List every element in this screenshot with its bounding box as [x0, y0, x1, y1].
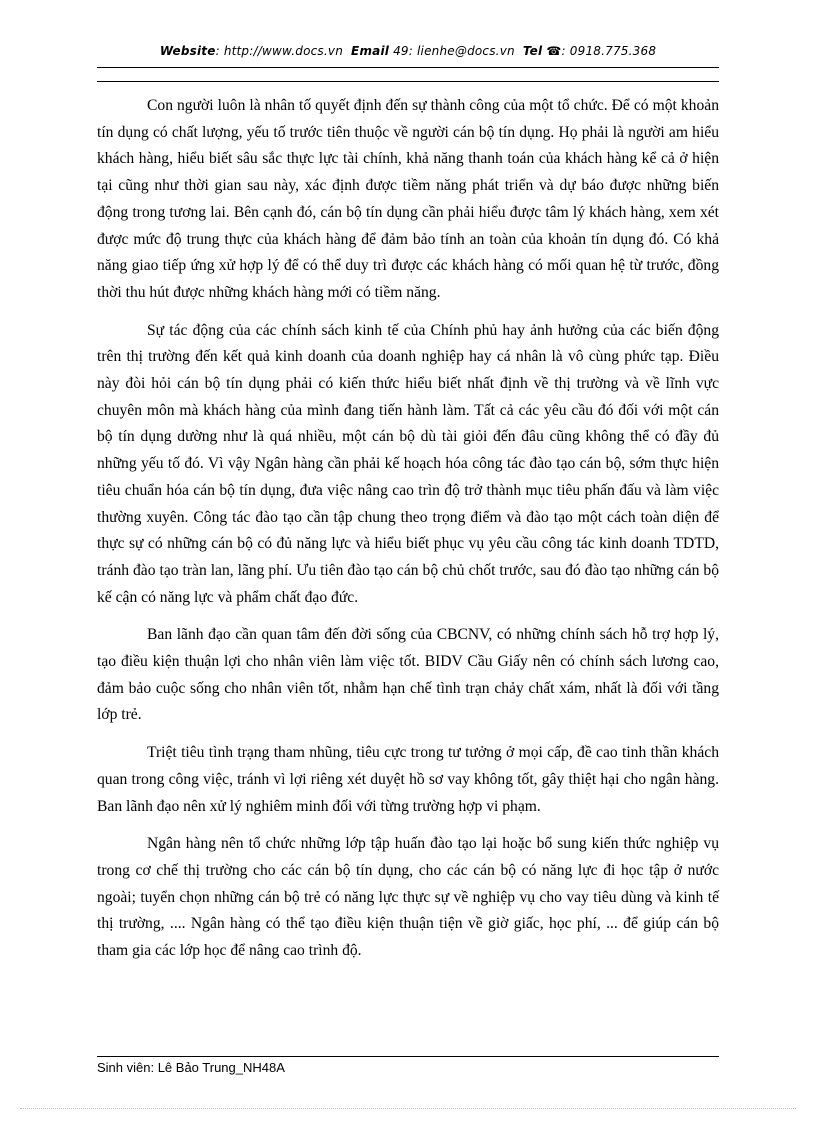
header-rule-top	[97, 67, 719, 68]
page-edge-dots	[20, 1108, 796, 1109]
footer-student: Sinh viên: Lê Bảo Trung_NH48A	[97, 1060, 285, 1075]
footer-rule	[97, 1056, 719, 1057]
phone-icon: ☎	[546, 44, 562, 58]
tel-value: : 0918.775.368	[561, 44, 657, 58]
paragraph-3: Ban lãnh đạo cần quan tâm đến đời sống của CBCNV, có những chính sách hỗ trợ hợp lý, tạo điều kiện thuận lợi cho nhân viên làm việc tốt. BIDV Cầu Giấy nên có chính sách lương cao, đảm bảo cuộc sống cho nhân viên tốt, nhằm hạn chế tình trạn chảy chất xám, nhất là đối với tầng lớp trẻ.	[97, 626, 719, 724]
paragraph-2: Sự tác động của các chính sách kinh tế của Chính phủ hay ảnh hưởng của các biến động trên thị trường đến kết quả kinh doanh của doanh nghiệp hay cá nhân là vô cùng phức tạp. Điều này đòi hỏi cán bộ tín dụng phải có kiến thức hiểu biết nhất định về thị trường và về lĩnh vực chuyên môn mà khách hàng của mình đang tiến hành làm. Tất cả các yêu cầu đó đối với một cán bộ tín dụng dường như là quá nhiều, một cán bộ dù tài giỏi đến đâu cũng không thể có đầy đủ những yếu tố đó. Vì vậy Ngân hàng cần phải kế hoạch hóa công tác đào tạo cán bộ, sớm thực hiện tiêu chuẩn hóa cán bộ tín dụng, đưa việc nâng cao trìn độ trở thành mục tiêu phấn đấu và làm việc thường xuyên. Công tác đào tạo cần tập chung theo trọng điểm và đào tạo một cách toàn diện để thực sự có những cán bộ có đủ năng lực và hiểu biết phục vụ yêu cầu công tác kinh doanh TDTD, tránh đào tạo tràn lan, lãng phí. Ưu tiên đào tạo cán bộ chủ chốt trước, sau đó đào tạo những cán bộ kế cận có năng lực và phẩm chất đạo đức.	[97, 321, 719, 606]
page-number: 49	[393, 44, 409, 58]
page-header	[97, 44, 719, 66]
header-rule-bottom	[97, 81, 719, 82]
paragraph-4: Triệt tiêu tình trạng tham nhũng, tiêu cực trong tư tưởng ở mọi cấp, đề cao tinh thần khách quan trong công việc, tránh vì lợi riêng xét duyệt hồ sơ vay không tốt, gây thiệt hại cho ngân hàng. Ban lãnh đạo nên xử lý nghiêm minh đối với từng trường hợp vi phạm.	[97, 744, 719, 815]
document-body	[97, 93, 719, 976]
paragraph-5: Ngân hàng nên tổ chức những lớp tập huấn đào tạo lại hoặc bổ sung kiến thức nghiệp vụ trong cơ chế thị trường cho các cán bộ tín dụng, cho các cán bộ có năng lực đi học tập ở nước ngoài; tuyển chọn những cán bộ trẻ có năng lực thực sự về nghiệp vụ cho vay tiêu dùng và kinh tế thị trường, .... Ngân hàng có thể tạo điều kiện thuận tiện về giờ giấc, học phí, ... để giúp cán bộ tham gia các lớp học để nâng cao trình độ.	[97, 835, 719, 960]
website-value[interactable]: : http://www.docs.vn	[215, 44, 344, 58]
tel-label: Tel	[522, 44, 543, 58]
website-label: Website	[159, 44, 216, 58]
email-value[interactable]: : lienhe@docs.vn	[408, 44, 515, 58]
email-label: Email	[351, 44, 390, 58]
paragraph-1: Con người luôn là nhân tố quyết định đến sự thành công của một tổ chức. Để có một khoản tín dụng có chất lượng, yếu tố trước tiên thuộc về người cán bộ tín dụng. Họ phải là người am hiểu khách hàng, hiểu biết sâu sắc thực lực tài chính, khả năng thanh toán của khách hàng kể cả ở hiện tại cũng như thời gian sau này, xác định được tiềm năng phát triển và dự báo được những biến động trong tương lai. Bên cạnh đó, cán bộ tín dụng cần phải hiểu được tâm lý khách hàng, xem xét được mức độ trung thực của khách hàng để đảm bảo tính an toàn của khoản tín dụng đó. Có khả năng giao tiếp ứng xử hợp lý để có thể duy trì được các khách hàng có mối quan hệ từ trước, đồng thời thu hút được những khách hàng mới có tiềm năng.	[97, 97, 719, 301]
